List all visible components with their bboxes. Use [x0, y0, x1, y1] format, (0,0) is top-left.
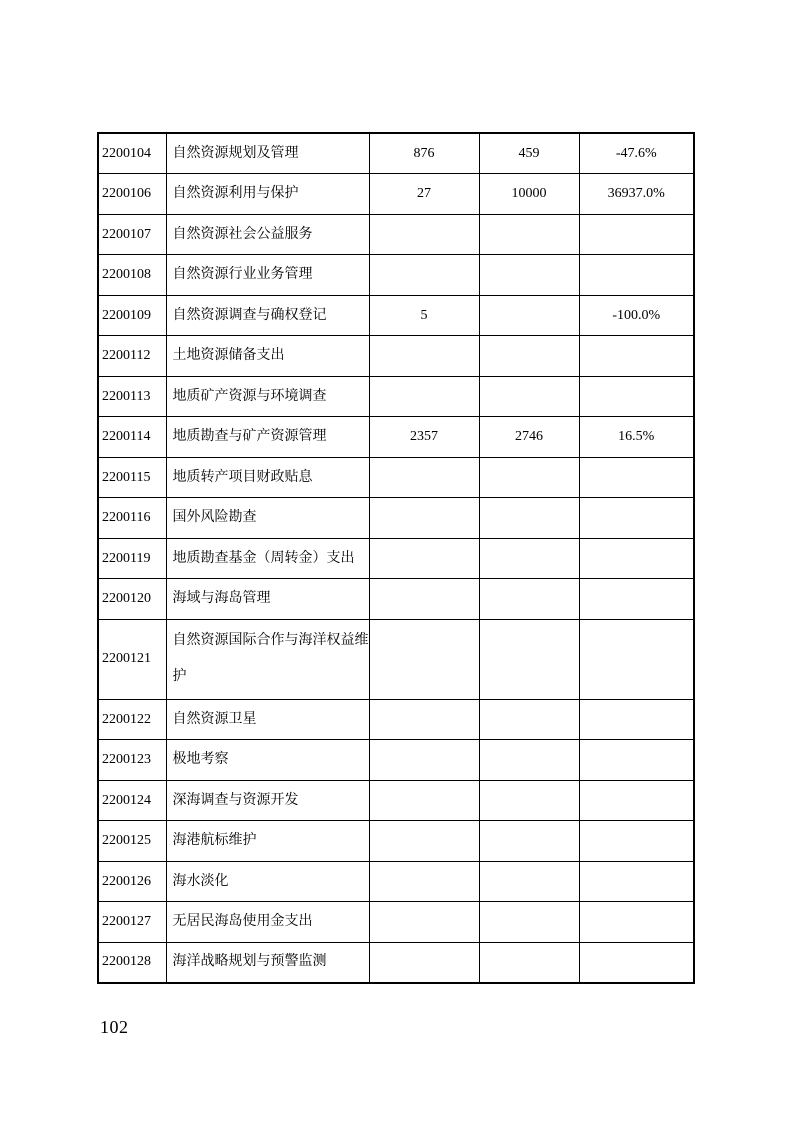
amount2-cell — [479, 821, 579, 862]
code-cell: 2200106 — [98, 174, 166, 215]
change-cell — [579, 780, 694, 821]
code-cell: 2200123 — [98, 740, 166, 781]
code-cell: 2200104 — [98, 133, 166, 174]
budget-table — [97, 132, 695, 984]
table-row — [98, 538, 694, 579]
table-row — [98, 457, 694, 498]
code-cell: 2200124 — [98, 780, 166, 821]
category-cell: 地质勘查与矿产资源管理 — [166, 417, 369, 458]
table-row — [98, 174, 694, 215]
amount1-cell — [369, 780, 479, 821]
category-cell: 自然资源国际合作与海洋权益维护 — [166, 619, 369, 699]
code-cell: 2200126 — [98, 861, 166, 902]
amount2-cell — [479, 214, 579, 255]
amount1-cell — [369, 619, 479, 699]
table-row — [98, 214, 694, 255]
amount1-cell — [369, 942, 479, 983]
amount2-cell — [479, 942, 579, 983]
amount1-cell — [369, 699, 479, 740]
category-cell: 自然资源社会公益服务 — [166, 214, 369, 255]
change-cell — [579, 740, 694, 781]
category-cell: 地质勘查基金（周转金）支出 — [166, 538, 369, 579]
code-cell: 2200107 — [98, 214, 166, 255]
change-cell — [579, 699, 694, 740]
amount1-cell — [369, 861, 479, 902]
code-cell: 2200115 — [98, 457, 166, 498]
page-number: 102 — [100, 1017, 129, 1037]
amount2-cell: 459 — [479, 133, 579, 174]
category-cell: 海港航标维护 — [166, 821, 369, 862]
amount2-cell — [479, 255, 579, 296]
table-row — [98, 579, 694, 620]
table-row — [98, 619, 694, 699]
amount2-cell — [479, 861, 579, 902]
table-row — [98, 740, 694, 781]
amount2-cell: 10000 — [479, 174, 579, 215]
category-cell: 极地考察 — [166, 740, 369, 781]
code-cell: 2200127 — [98, 902, 166, 943]
amount2-cell — [479, 498, 579, 539]
amount1-cell — [369, 902, 479, 943]
table-row — [98, 255, 694, 296]
category-cell: 海洋战略规划与预警监测 — [166, 942, 369, 983]
change-cell — [579, 821, 694, 862]
amount2-cell — [479, 740, 579, 781]
amount2-cell — [479, 902, 579, 943]
table-row — [98, 498, 694, 539]
change-cell — [579, 214, 694, 255]
table-row — [98, 902, 694, 943]
change-cell — [579, 336, 694, 377]
change-cell: -47.6% — [579, 133, 694, 174]
table-row — [98, 942, 694, 983]
change-cell — [579, 579, 694, 620]
amount2-cell — [479, 538, 579, 579]
amount1-cell — [369, 498, 479, 539]
code-cell: 2200116 — [98, 498, 166, 539]
amount1-cell — [369, 255, 479, 296]
category-cell: 无居民海岛使用金支出 — [166, 902, 369, 943]
amount2-cell — [479, 699, 579, 740]
amount1-cell: 876 — [369, 133, 479, 174]
amount1-cell — [369, 579, 479, 620]
amount2-cell: 2746 — [479, 417, 579, 458]
amount1-cell — [369, 336, 479, 377]
amount2-cell — [479, 780, 579, 821]
category-cell: 自然资源利用与保护 — [166, 174, 369, 215]
change-cell: -100.0% — [579, 295, 694, 336]
amount1-cell — [369, 740, 479, 781]
category-cell: 自然资源行业业务管理 — [166, 255, 369, 296]
change-cell — [579, 498, 694, 539]
amount1-cell: 27 — [369, 174, 479, 215]
amount1-cell: 2357 — [369, 417, 479, 458]
category-cell: 国外风险勘查 — [166, 498, 369, 539]
table-row — [98, 133, 694, 174]
category-cell: 自然资源规划及管理 — [166, 133, 369, 174]
table-row — [98, 336, 694, 377]
code-cell: 2200128 — [98, 942, 166, 983]
table-row — [98, 821, 694, 862]
amount1-cell — [369, 214, 479, 255]
code-cell: 2200114 — [98, 417, 166, 458]
amount1-cell — [369, 376, 479, 417]
category-cell: 海水淡化 — [166, 861, 369, 902]
change-cell — [579, 902, 694, 943]
category-cell: 地质矿产资源与环境调查 — [166, 376, 369, 417]
code-cell: 2200119 — [98, 538, 166, 579]
table-row — [98, 295, 694, 336]
table-row — [98, 417, 694, 458]
table-row — [98, 861, 694, 902]
code-cell: 2200113 — [98, 376, 166, 417]
amount1-cell — [369, 821, 479, 862]
amount2-cell — [479, 336, 579, 377]
change-cell — [579, 376, 694, 417]
code-cell: 2200122 — [98, 699, 166, 740]
amount1-cell — [369, 538, 479, 579]
table-row — [98, 780, 694, 821]
change-cell: 36937.0% — [579, 174, 694, 215]
amount2-cell — [479, 579, 579, 620]
category-cell: 深海调查与资源开发 — [166, 780, 369, 821]
change-cell — [579, 538, 694, 579]
amount2-cell — [479, 457, 579, 498]
amount2-cell — [479, 376, 579, 417]
code-cell: 2200109 — [98, 295, 166, 336]
table-row — [98, 699, 694, 740]
category-cell: 自然资源卫星 — [166, 699, 369, 740]
code-cell: 2200108 — [98, 255, 166, 296]
category-cell: 海域与海岛管理 — [166, 579, 369, 620]
change-cell: 16.5% — [579, 417, 694, 458]
category-cell: 土地资源储备支出 — [166, 336, 369, 377]
table-row — [98, 376, 694, 417]
change-cell — [579, 942, 694, 983]
budget-table-body — [98, 133, 694, 983]
amount2-cell — [479, 619, 579, 699]
code-cell: 2200121 — [98, 619, 166, 699]
change-cell — [579, 255, 694, 296]
amount1-cell: 5 — [369, 295, 479, 336]
category-cell: 地质转产项目财政贴息 — [166, 457, 369, 498]
change-cell — [579, 619, 694, 699]
category-cell: 自然资源调查与确权登记 — [166, 295, 369, 336]
code-cell: 2200112 — [98, 336, 166, 377]
code-cell: 2200120 — [98, 579, 166, 620]
change-cell — [579, 457, 694, 498]
amount2-cell — [479, 295, 579, 336]
amount1-cell — [369, 457, 479, 498]
change-cell — [579, 861, 694, 902]
code-cell: 2200125 — [98, 821, 166, 862]
